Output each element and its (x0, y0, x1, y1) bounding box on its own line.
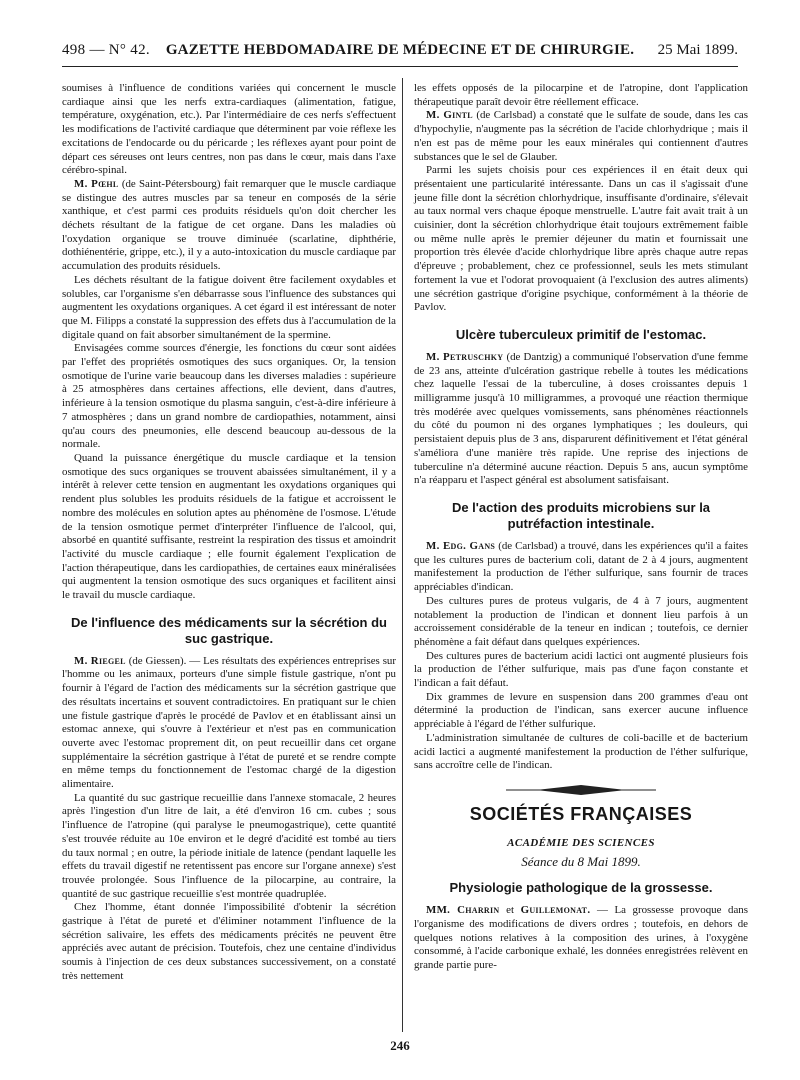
paragraph: Les déchets résultant de la fatigue doivent être facilement oxydables et solubles, car l'organisme s'en débarrasse sous l'influence des substances qui augmentent les oxydations organiques. A cet égard il est intéressant de noter que M. Filipps a constaté la suppression des effets dus à l'accumulation de la digitale quand on fait absorber simultanément de la spermine. (62, 273, 396, 341)
author-name: M. Edg. Gans (426, 539, 496, 552)
paragraph: Des cultures pures de proteus vulgaris, de 4 à 7 jours, augmentent notablement la production de l'indican et donnent lieu parfois à un accroissement considérable de la teneur en indican ; toutefois, ce dernier phénomène a fait défaut dans quelques expériences. (414, 594, 748, 648)
session-date: Séance du 8 Mai 1899. (521, 853, 641, 869)
section-banner: SOCIÉTÉS FRANÇAISES (469, 803, 693, 824)
right-column (414, 82, 748, 973)
author-name: MM. Charrin (426, 904, 500, 917)
page-reference: 498 — N° 42. (62, 42, 150, 58)
running-header (62, 38, 738, 62)
paragraph-text: et (499, 904, 521, 917)
paragraph: Envisagées comme sources d'énergie, les fonctions du cœur sont aidées par l'effet des propriétés osmotiques des sucs organiques. Or, la tension osmotique de l'urine varie beaucoup dans les diverses maladies : supérieure à 25 atmosphères dans certaines affections, elle devient, dans d'autres, inférieure à la tension osmotique du plasma sanguin, c'est-à-dire inférieure à 7 atmosphères ; dans un grand nombre de cardiopathies, notamment, ainsi qu'au cours des pneumonies, elle descend beaucoup au-dessous de la normale. (62, 342, 396, 451)
paragraph: les effets opposés de la pilocarpine et de l'atropine, dont l'application thérapeutique paraît devoir être réellement efficace. (414, 82, 748, 108)
paragraph (62, 655, 396, 792)
paragraph-text: (de Dantzig) a communiqué l'observation d'une femme de 23 ans, atteinte d'ulcération gastrique rebelle à toutes les médications chez laquelle l'essai de la tuberculine, à doses croissantes depuis 1 milligramme jusqu'à 10 milligrammes, a provoqué une réaction thermique très modérée avec quelques vomissements, sans phénomènes réactionnels du côté du poumon ni des organes lymphatiques ; les douleurs, qui persistaient depuis plus de 3 ans, disparurent définitivement et l'état général s'améliora d'une manière très rapide. Une reprise des injections de tuberculine n'a déterminé aucune réaction. Depuis 5 ans, aucun symptôme n'a réapparu et l'aspect général est absolument satisfaisant. (414, 350, 748, 487)
section-heading: Physiologie pathologique de la grossesse. (449, 880, 713, 896)
issue-date: 25 Mai 1899. (657, 42, 738, 58)
paragraph (414, 351, 748, 488)
journal-title: GAZETTE HEBDOMADAIRE DE MÉDECINE ET DE CHIRURGIE. (165, 42, 635, 58)
paragraph-text: (de Carlsbad) a trouvé, dans les expériences qu'il a faites que les cultures pures de bacterium coli, datant de 2 à 4 jours, augmentent manifestement la production de l'éther sulfurique, sans fournir de traces appréciables d'indican. (414, 539, 748, 594)
author-name: M. Gintl (426, 109, 473, 122)
paragraph (414, 904, 748, 973)
section-heading: Ulcère tuberculeux primitif de l'estomac. (455, 326, 707, 342)
header-rule (62, 66, 738, 67)
paragraph: La quantité du suc gastrique recueillie dans l'annexe stomacale, 2 heures après l'ingestion d'un litre de lait, a été d'environ 16 cm. cubes ; sous l'influence de l'atropine (qui paralyse le pneumogastrique), cette quantité s'est trouvée réduite au 10e environ et le degré d'acidité est tombé au tiers du taux normal ; en outre, la période initiale de latence (pendant laquelle les effets du travail digestif ne retentissent pas encore sur l'organe annexe) s'est trouvée prolongée. Sous l'influence de la pilocarpine, au contraire, la quantité de suc gastrique recueillie s'est montrée quadruplée. (62, 791, 396, 900)
section-heading: De l'influence des médicaments sur la sécrétion du suc gastrique. (71, 614, 387, 646)
paragraph: Chez l'homme, étant donnée l'impossibilité d'obtenir la sécrétion gastrique à l'état de pureté et d'éliminer notamment l'influence de la sécrétion salivaire, les effets des médicaments précités ne peuvent être appréciés avec autant de précision. Toutefois, chez une centaine d'individus soumis à l'injection de ces deux substances successivement, on a constaté très nettement (62, 901, 396, 982)
paragraph (414, 109, 748, 164)
paragraph: Quand la puissance énergétique du muscle cardiaque et la tension osmotique des sucs organiques se trouvent abaissées simultanément, il y a intérêt à relever cette tension en augmentant les oxydations organiques qui rendent plus solubles les produits résiduels de la fatigue et accroissent le nombre des molécules en solution aptes au phénomène de l'osmose. L'étude de la tension osmotique permet d'interpréter l'influence de l'alcool, qui, absorbé en quantité suffisante, restreint la respiration des tissus et amoindrit l'activité du muscle cardiaque ; elle fournit également l'explication de l'action thérapeutique, dans les cardiopathies, de certaines eaux minéralisées qui augmentent la tension osmotique des sucs organiques et facilitent ainsi le travail du muscle cardiaque. (62, 451, 396, 602)
author-name: M. Pœhl (74, 177, 119, 190)
paragraph-text: — La grossesse provoque dans l'organisme des modifications de divers ordres ; toutefois, en dehors de quelques notions relatives à la composition des urines, à l'oxygène consommé, à l'acide carbonique exhalé, les données enregistrées relèvent en grande partie pure- (414, 904, 748, 972)
author-name: Guillemonat. (520, 904, 591, 917)
paragraph (62, 178, 396, 274)
paragraph-text: (de Saint-Pétersbourg) fait remarquer que le muscle cardiaque se distingue des autres muscles par sa teneur en composés de la série xanthique, et c'est parmi ces produits résiduels qu'on doit chercher les déchets résultant de la fatigue de cet organe. Dans les maladies où l'oxydation organique se trouve diminuée (scarlatine, diphthérie, dothiénentérie, grippe, etc.), il y a auto-intoxication du muscle cardiaque par accumulation des produits résiduels. (62, 177, 396, 273)
left-column (62, 82, 396, 984)
paragraph-text: (de Giessen). — Les résultats des expériences entreprises sur l'homme ou les animaux, porteurs d'une simple fistule gastrique, n'ont pu fournir à l'égard de l'action des médicaments sur la sécrétion gastrique que des résultats incertains et souvent contradictoires. En pratiquant sur le chien une fistule gastrique d'après le procédé de Pavlov et en établissant ainsi un estomac annexe, qui s'ouvre à l'extérieur et n'est pas en communication ouverte avec l'estomac proprement dit, on peut recueillir dans cet organe supplémentaire la sécrétion gastrique à l'état de pureté et se rendre compte en même temps du fonctionnement de l'estomac chargé de la digestion alimentaire. (62, 654, 397, 791)
society-name: ACADÉMIE DES SCIENCES (507, 836, 655, 849)
section-heading: De l'action des produits microbiens sur la putréfaction intestinale. (451, 499, 711, 531)
paragraph-text: (de Carlsbad) a constaté que le sulfate de soude, dans les cas d'hypochylie, n'augmente pas la sécrétion de l'acide chlorhydrique ; mais il n'en est pas de même pour les eaux minérales qui contiennent d'autres substances que le sel de Glauber. (414, 109, 748, 163)
paragraph: L'administration simultanée de cultures de coli-bacille et de bacterium acidi lactici a augmenté manifestement la production de l'éther sulfurique, sans accroître celle de l'indican. (414, 731, 748, 772)
paragraph: soumises à l'influence de conditions variées qui concernent le muscle cardiaque ainsi que les nerfs extra-cardiaques (alimentation, fatigue, température, oxygénation, etc.). Par l'intermédiaire de ces nerfs s'effectuent les modifications de l'activité cardiaque que déterminent par voie réflexe les excitations de l'endocarde ou du péricarde ; les réflexes ayant pour point de départ ces séreuses ont leurs centres, non pas dans le cœur, mais dans l'axe cérébro-spinal. (62, 82, 396, 177)
page-number: 246 (390, 1038, 410, 1053)
author-name: M. Riegel (74, 654, 126, 667)
paragraph: Dix grammes de levure en suspension dans 200 grammes d'eau ont déterminé la production de l'indican, sans exercer aucune influence appréciable à l'égard de l'éther sulfurique. (414, 690, 748, 731)
author-name: M. Petruschky (426, 350, 504, 363)
paragraph: Des cultures pures de bacterium acidi lactici ont augmenté plusieurs fois la production de l'éther sulfurique, mais pas d'une façon constante et l'indican a fait défaut. (414, 649, 748, 690)
ornamental-divider (506, 783, 656, 797)
column-rule (402, 78, 403, 1032)
paragraph: Parmi les sujets choisis pour ces expériences il en était deux qui présentaient une particularité intéressante. Dans un cas il s'agissait d'une jeune fille dont la sécrétion chlorhydrique, insuffisante d'ordinaire, s'élevait au taux normal vers chaque époque menstruelle. L'autre fait avait trait à un cuisinier, dont la sécrétion chlorhydrique était toujours extrêmement faible ou même nulle après le premier déjeuner du matin et fournissait une proportion très élevée d'acide chlorhydrique libre après chaque autre repas d'épreuve ; probablement, chez ce professionnel, seuls les mets stimulant fortement la vue et l'odorat provoquaient (à l'exclusion des autres aliments) une sécrétion gastrique d'origine psychique, conformément à la théorie de Pavlov. (414, 164, 748, 314)
divider-ornament-icon (506, 783, 656, 797)
paragraph (414, 540, 748, 595)
